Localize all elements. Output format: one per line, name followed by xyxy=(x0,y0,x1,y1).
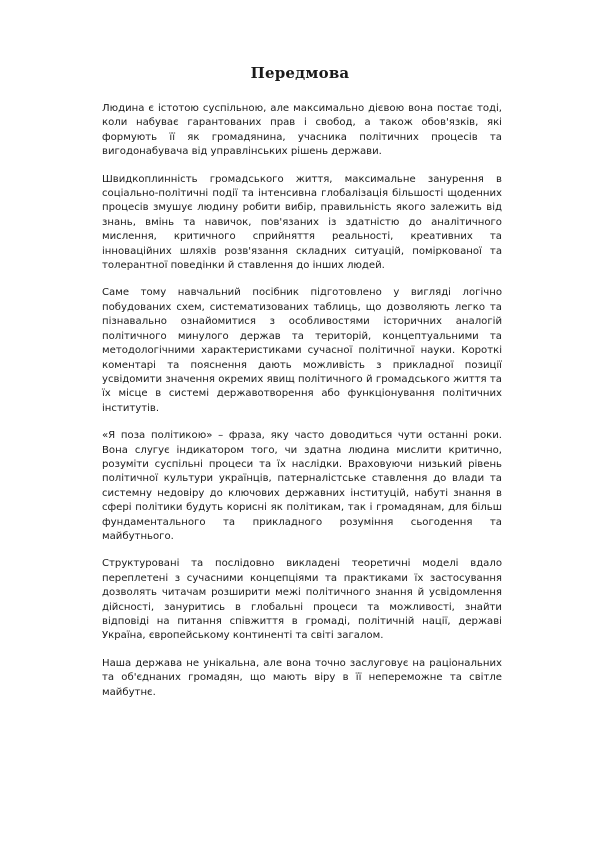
paragraph-4: «Я поза політикою» – фраза, яку часто доводиться чути останні роки. Вона слугує індикатором того, чи здатна людина мислити критично, розуміти суспільні процеси та їх наслідки. Враховуючи низький рівень політичної культури українців, патерналістське ставлення до влади та системну недовіру до ключових державних інституцій, набуті знання в сфері політики будуть корисні як політикам, так і громадянам, для більш фундаментального та прикладного розуміння сьогодення та майбутнього. xyxy=(102,430,502,542)
paragraph-2: Швидкоплинність громадського життя, максимальне занурення в соціально-політичні події та інтенсивна глобалізація більшості щоденних процесів змушує людину робити вибір, правильність якого залежить від знань, вмінь та навичок, пов'язаних із здатністю до аналітичного мислення, критичного сприйняття реальності, креативних та інноваційних шляхів розв'язання складних ситуацій, поміркованої та толерантної поведінки й ставлення до інших людей. xyxy=(102,173,502,272)
paragraph-3: Саме тому навчальний посібник підготовлено у вигляді логічно побудованих схем, систематизованих таблиць, що дозволяють легко та пізнавально ознайомитися з особливостями історичних аналогій політичного минулого держав та територій, концептуальними та методологічними характеристиками сучасної політичної науки. Короткі коментарі та пояснення дають можливість з прикладної позиції усвідомити значення окремих явищ політичного й громадського життя та їх місце в системі державотворення або функціонування політичних інститутів. xyxy=(102,287,502,414)
paragraph-5: Структуровані та послідовно викладені теоретичні моделі вдало переплетені з сучасними концепціями та практиками їх застосування дозволять читачам розширити межі політичного знання й усвідомлення дійсності, зануритись в глобальні процеси та можливості, знайти відповіді на питання співжиття в громаді, політичній нації, державі Україна, європейському континенті та світі загалом. xyxy=(102,558,502,642)
body-text xyxy=(102,102,502,713)
paragraph-1: Людина є істотою суспільною, але максимально дієвою вона постає тоді, коли набуває гарантованих прав і свобод, а також обов'язків, які формують її як громадянина, учасника політичних процесів та вигодонабувача від управлінських рішень держави. xyxy=(102,103,502,158)
paragraph-6: Наша держава не унікальна, але вона точно заслуговує на раціональних та об'єднаних громадян, що мають віру в її непереможне та світле майбутнє. xyxy=(102,657,502,698)
page-title: Передмова xyxy=(250,64,350,82)
